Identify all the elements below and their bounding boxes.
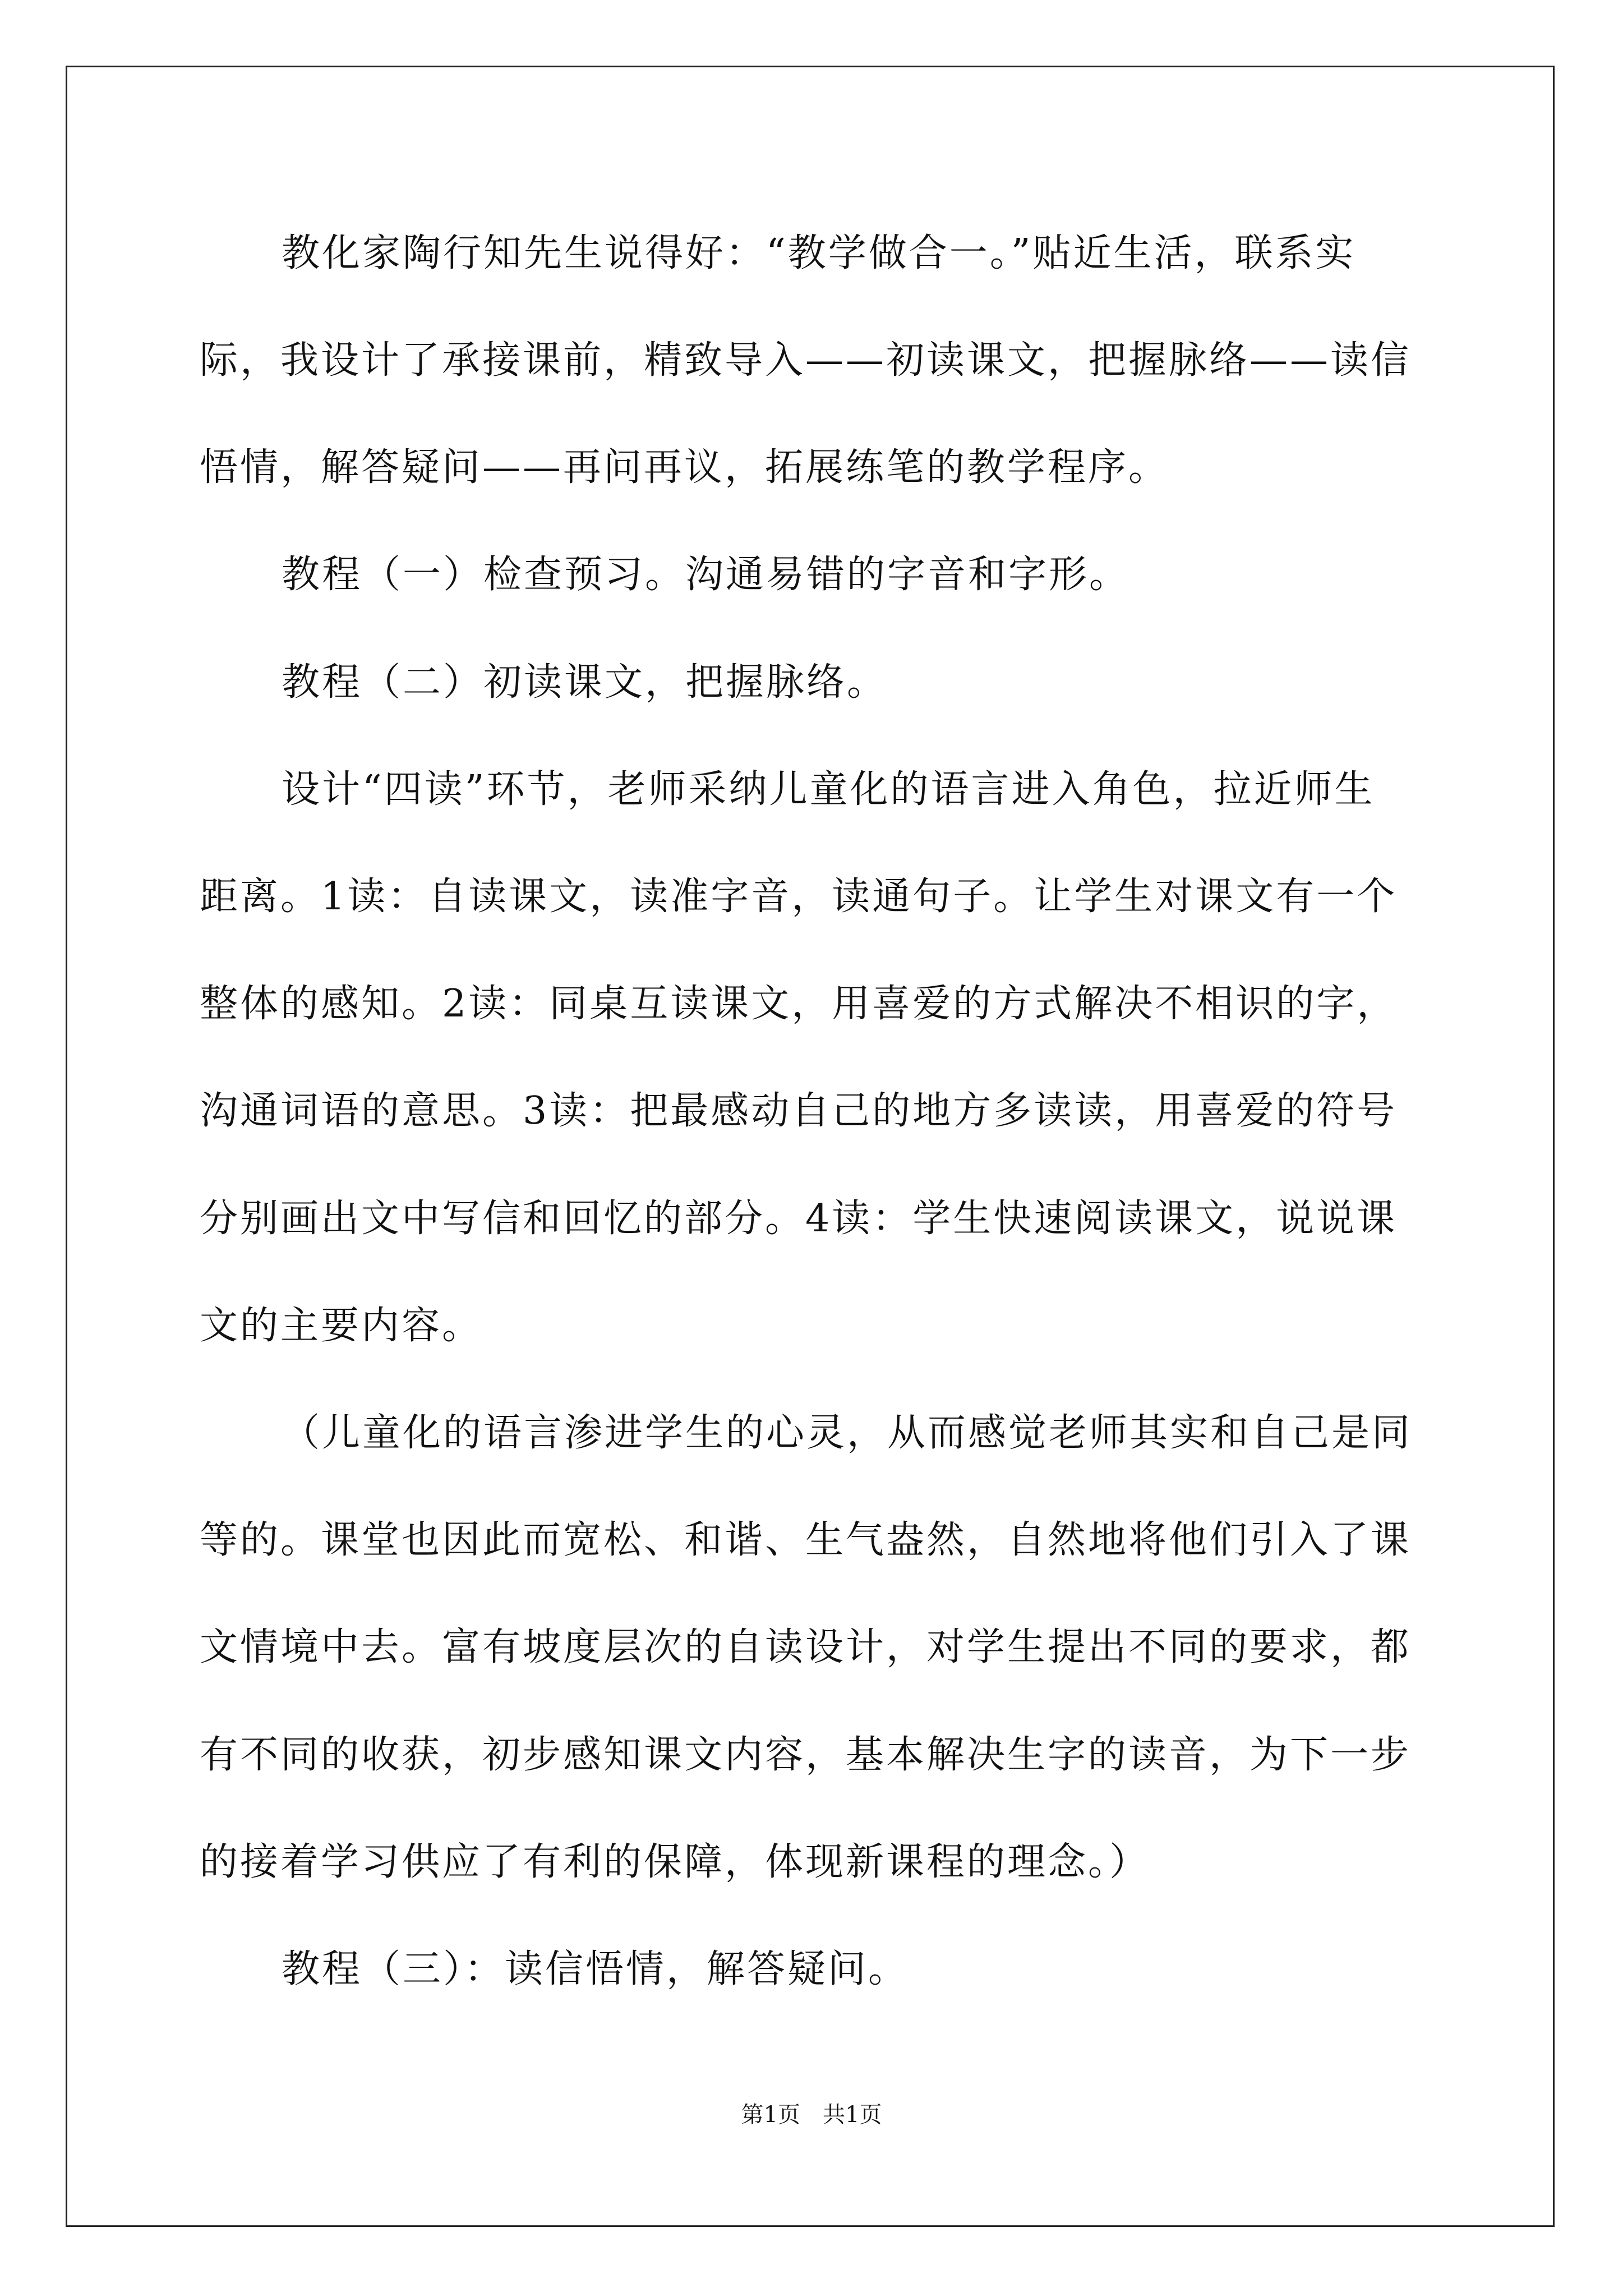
paragraph-line: 教化家陶行知先生说得好：“教学做合一。”贴近生活，联系实 (282, 231, 1356, 275)
page-border (66, 66, 1555, 2227)
section-heading: 教程（一）检查预习。沟通易错的字音和字形。 (282, 553, 1130, 597)
paragraph-line: （儿童化的语言渗进学生的心灵，从而感觉老师其实和自己是同 (282, 1411, 1413, 1455)
paragraph-line: 分别画出文中写信和回忆的部分。4读：学生快速阅读课文，说说课 (200, 1197, 1398, 1241)
paragraph-line: 沟通词语的意思。3读：把最感动自己的地方多读读，用喜爱的符号 (200, 1089, 1398, 1133)
paragraph-line: 有不同的收获，初步感知课文内容，基本解决生字的读音，为下一步 (200, 1733, 1412, 1777)
paragraph-line: 文的主要内容。 (200, 1304, 483, 1348)
paragraph-line: 距离。1读：自读课文，读准字音，读通句子。让学生对课文有一个 (200, 875, 1398, 919)
section-heading: 教程（三）：读信悟情，解答疑问。 (282, 1947, 909, 1991)
paragraph-line: 整体的感知。2读：同桌互读课文，用喜爱的方式解决不相识的字， (200, 982, 1398, 1026)
paragraph-line: 际，我设计了承接课前，精致导入——初读课文，把握脉络——读信 (200, 338, 1412, 383)
page-number: 第1页 (741, 2102, 800, 2128)
section-heading: 教程（二）初读课文，把握脉络。 (282, 660, 888, 705)
paragraph-line: 等的。课堂也因此而宽松、和谐、生气盎然，自然地将他们引入了课 (200, 1518, 1412, 1562)
paragraph-line: 的接着学习供应了有利的保障，体现新课程的理念。） (200, 1840, 1150, 1884)
paragraph-line: 文情境中去。富有坡度层次的自读设计，对学生提出不同的要求，都 (200, 1625, 1412, 1669)
paragraph-line: 悟情，解答疑问——再问再议，拓展练笔的教学程序。 (200, 445, 1169, 490)
page-footer (0, 2101, 1623, 2129)
paragraph-line: 设计“四读”环节，老师采纳儿童化的语言进入角色，拉近师生 (282, 767, 1375, 812)
page-total: 共1页 (823, 2102, 882, 2128)
